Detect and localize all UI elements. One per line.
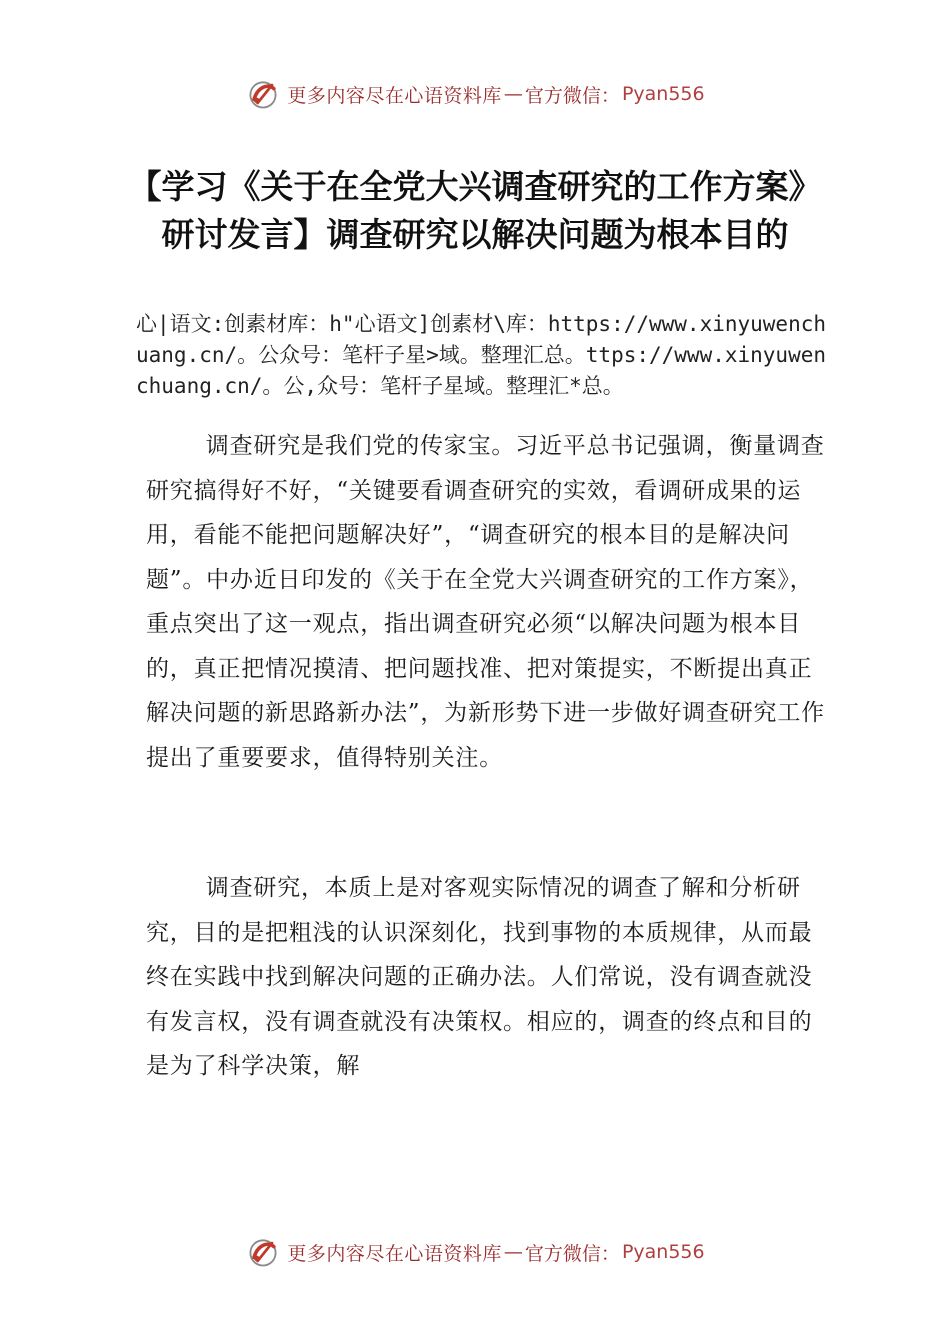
banner-separator: — bbox=[503, 83, 523, 105]
banner-separator: — bbox=[503, 1241, 523, 1263]
header-banner bbox=[0, 72, 950, 116]
banner-wechat-id: Pyan556 bbox=[621, 1241, 705, 1263]
banner-wechat-label: 官方微信： bbox=[524, 84, 620, 107]
brand-logo-icon bbox=[245, 76, 281, 112]
paragraph-1: 调查研究是我们党的传家宝。习近平总书记强调，衡量调查研究搞得好不好，“关键要看调查研究的实效，看调研成果的运用，看能不能把问题解决好”，“调查研究的根本目的是解决问题”。中办近日印发的《关于在全党大兴调查研究的工作方案》，重点突出了这一观点，指出调查研究必须“以解决问题为根本目的，真正把情况摸清、把问题找准、把对策提实，不断提出真正解决问题的新思路新办法”，为新形势下进一步做好调查研究工作提出了重要要求，值得特别关注。 bbox=[146, 433, 825, 771]
banner-wechat-label: 官方微信： bbox=[524, 1242, 620, 1265]
banner-text: 更多内容尽在心语资料库 bbox=[287, 1242, 502, 1265]
banner-text: 更多内容尽在心语资料库 bbox=[287, 84, 502, 107]
brand-logo-icon bbox=[245, 1234, 281, 1270]
banner-wechat-id: Pyan556 bbox=[621, 83, 705, 105]
source-note: 心|语文:创素材库：h"心语文]创素材\库：https://www.xinyuwenchuang.cn/。公众号：笔杆子星>域。整理汇总。ttps://www.xinyuwenchuang.cn/。公,众号：笔杆子星域。整理汇*总。 bbox=[136, 312, 827, 398]
paragraph-2: 调查研究，本质上是对客观实际情况的调查了解和分析研究，目的是把粗浅的认识深刻化，找到事物的本质规律，从而最终在实践中找到解决问题的正确办法。人们常说，没有调查就没有发言权，没有调查就没有决策权。相应的，调查的终点和目的是为了科学决策，解 bbox=[146, 875, 813, 1079]
article-title: 【学习《关于在全党大兴调查研究的工作方案》研讨发言】调查研究以解决问题为根本目的 bbox=[128, 167, 822, 254]
footer-banner bbox=[0, 1230, 950, 1274]
